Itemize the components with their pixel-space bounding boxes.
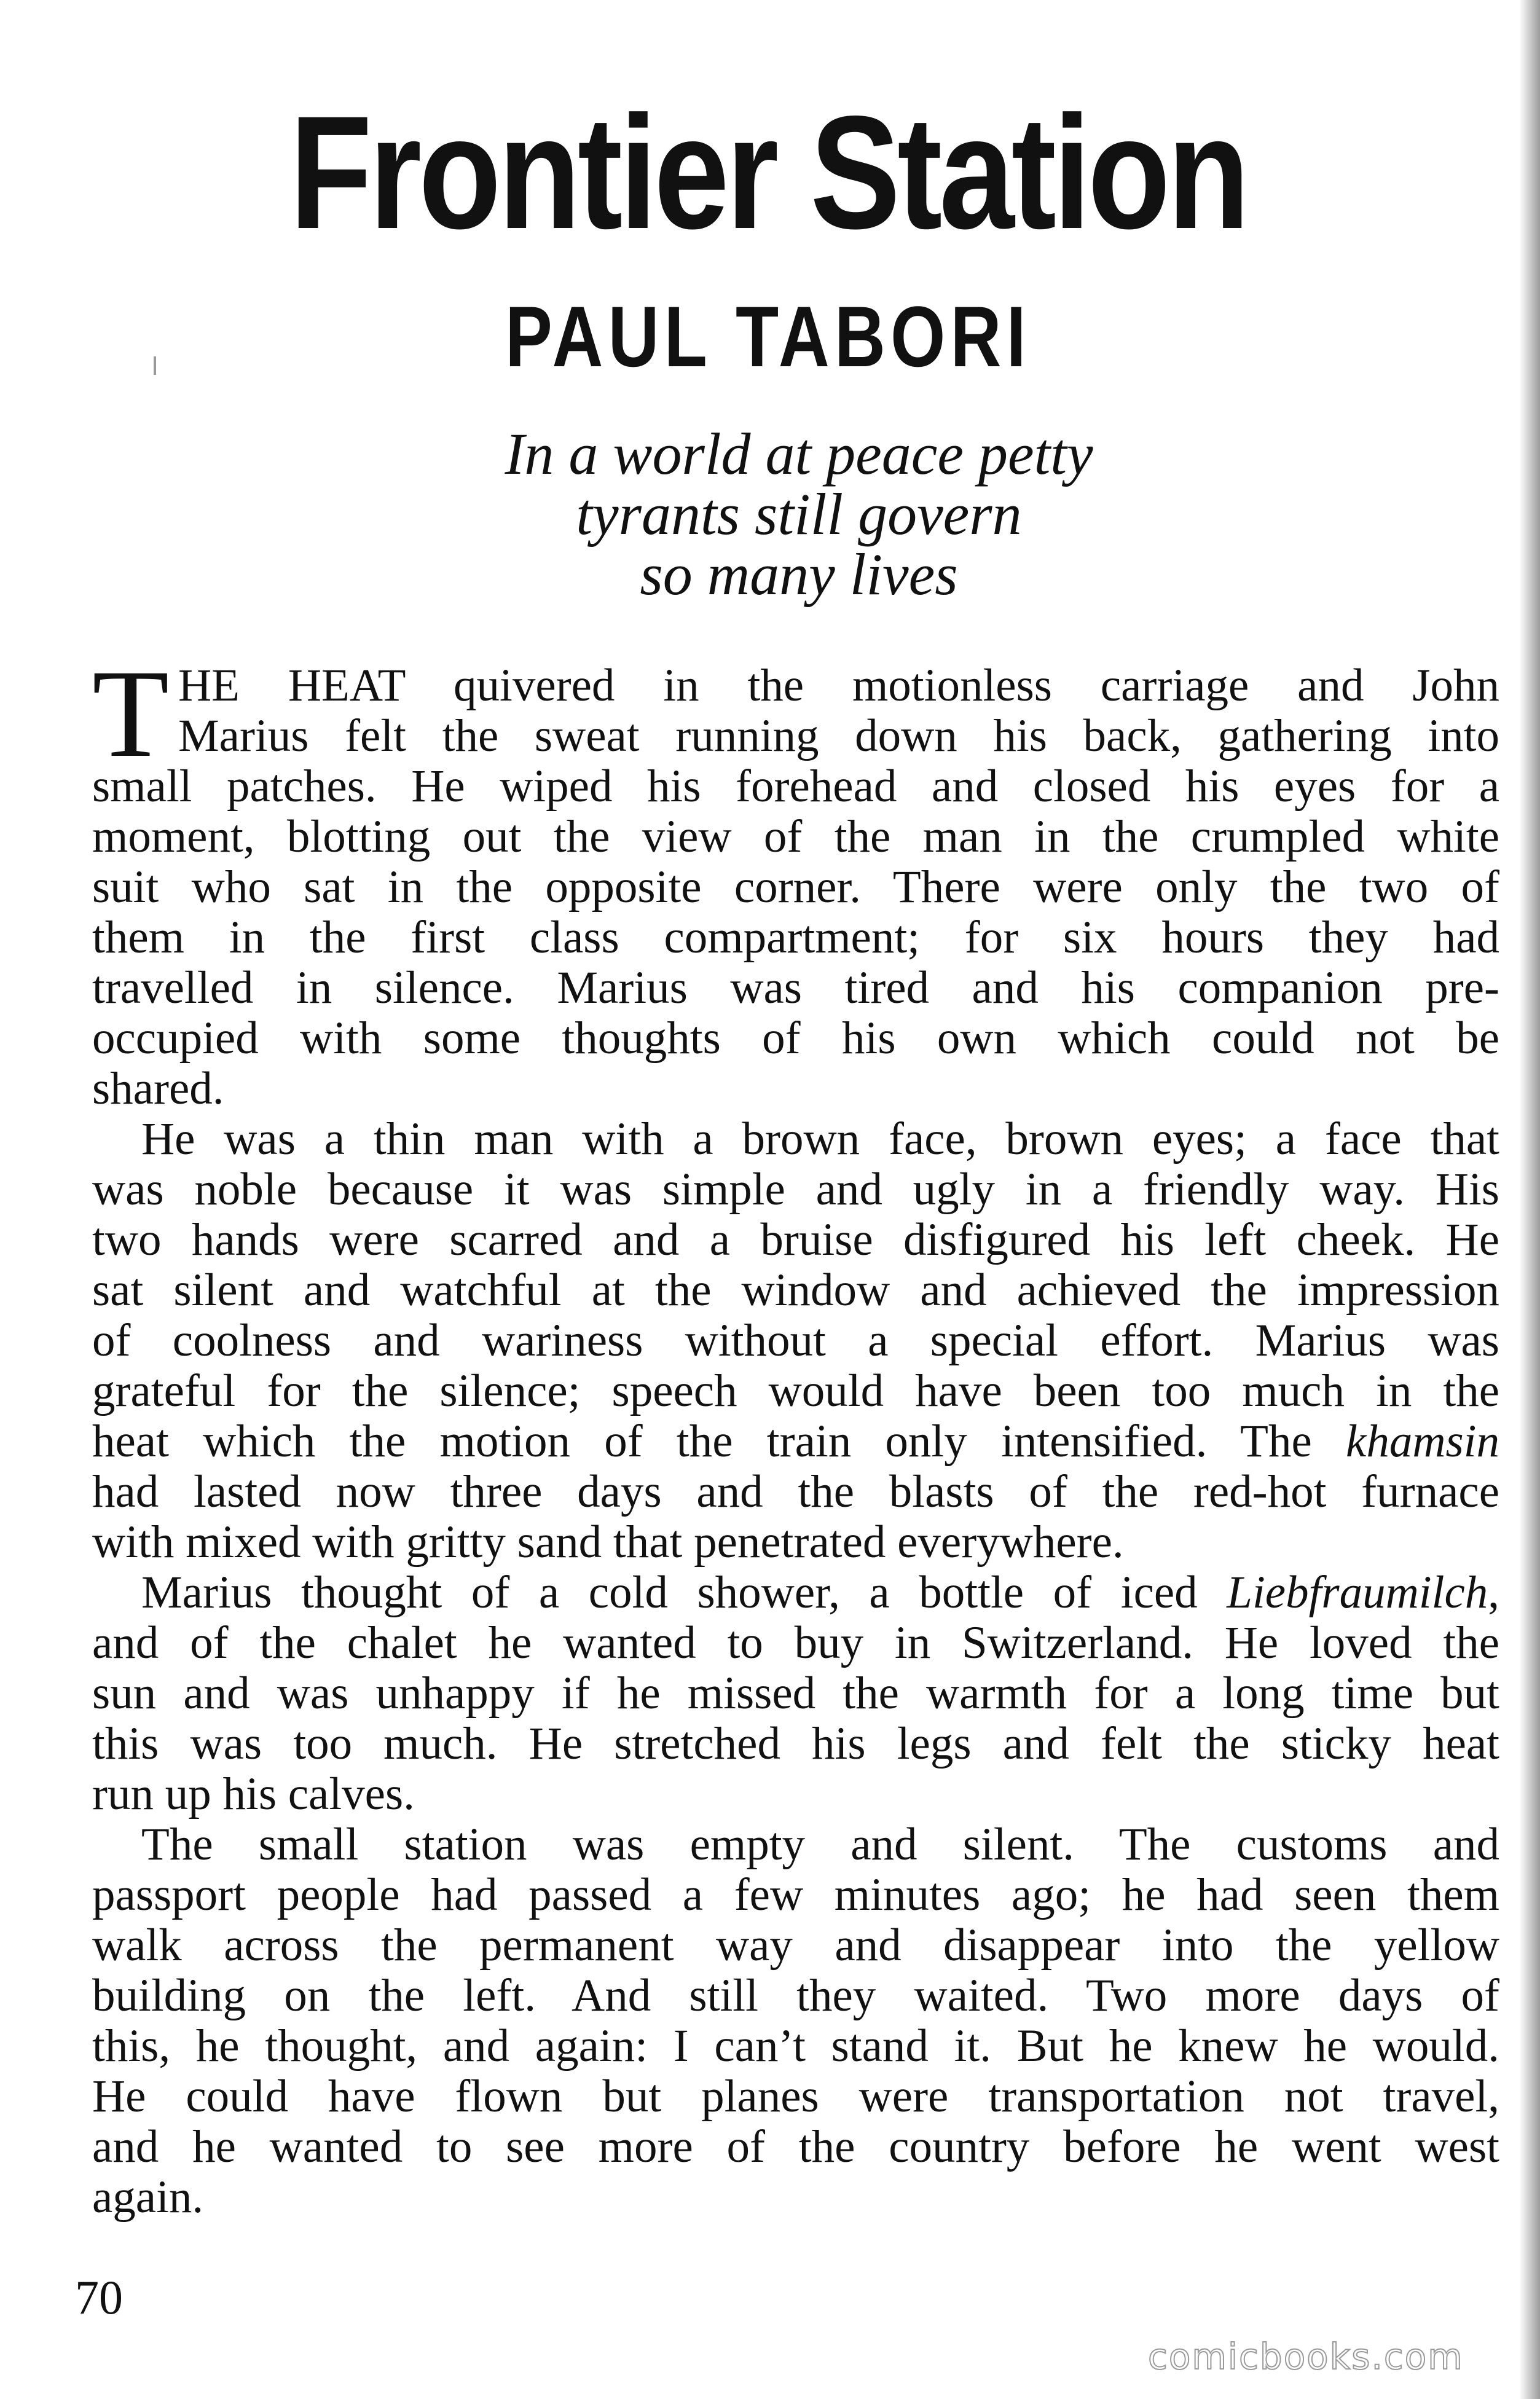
text-line: suit who sat in the opposite corner. There were only the two of bbox=[92, 862, 1499, 913]
text-line: building on the left. And still they waited. Two more days of bbox=[92, 1970, 1499, 2021]
text-line: The small station was empty and silent. The customs and bbox=[141, 1819, 1499, 1870]
text-line: passport people had passed a few minutes ago; he had seen them bbox=[92, 1869, 1499, 1920]
text-line: grateful for the silence; speech would have been too much in the bbox=[92, 1365, 1499, 1416]
text-line: Marius felt the sweat running down his back, gathering into bbox=[178, 710, 1499, 761]
article-body bbox=[92, 644, 1500, 2223]
text-line: sun and was unhappy if he missed the warmth for a long time but bbox=[92, 1668, 1499, 1719]
text-line: HE HEAT quivered in the motionless carriage and John bbox=[178, 660, 1499, 711]
story-title: Frontier Station bbox=[289, 82, 1247, 262]
story-blurb bbox=[307, 421, 1291, 607]
watermark-logo: comicbooks.com bbox=[1148, 2336, 1464, 2377]
text-segment: Marius thought of a cold shower, a bottle of iced bbox=[141, 1567, 1198, 1618]
text-line: with mixed with gritty sand that penetrated everywhere. bbox=[92, 1517, 1124, 1568]
drop-cap: T bbox=[92, 644, 170, 783]
text-line: small patches. He wiped his forehead and closed his eyes for a bbox=[92, 761, 1499, 812]
paragraph-1 bbox=[92, 644, 1499, 1114]
text-segment: heat which the motion of the train only intensified. The bbox=[92, 1416, 1312, 1467]
blurb-line: In a world at peace petty bbox=[505, 421, 1093, 487]
page-edge-shadow bbox=[1519, 0, 1540, 2399]
text-segment: , bbox=[1488, 1567, 1499, 1618]
text-line: and of the chalet he wanted to buy in Switzerland. He loved the bbox=[92, 1617, 1499, 1668]
paragraph-3 bbox=[92, 1568, 1499, 1820]
text-line: was noble because it was simple and ugly in a friendly way. His bbox=[92, 1164, 1499, 1215]
blurb-line: tyrants still govern bbox=[576, 481, 1022, 547]
text-line: He was a thin man with a brown face, brown eyes; a face that bbox=[141, 1113, 1499, 1164]
text-line bbox=[92, 1416, 1499, 1467]
text-line: travelled in silence. Marius was tired and his companion pre- bbox=[92, 962, 1499, 1013]
text-line: sat silent and watchful at the window and achieved the impression bbox=[92, 1265, 1499, 1316]
text-line: occupied with some thoughts of his own which could not be bbox=[92, 1013, 1499, 1064]
text-line: and he wanted to see more of the country before he went west bbox=[92, 2121, 1499, 2172]
page-number: 70 bbox=[75, 2271, 123, 2324]
italic-word: Liebfraumilch bbox=[1227, 1567, 1488, 1618]
paragraph-2 bbox=[92, 1114, 1499, 1568]
text-line: run up his calves. bbox=[92, 1769, 415, 1820]
text-line: of coolness and wariness without a special effort. Marius was bbox=[92, 1315, 1499, 1366]
author-byline: PAUL TABORI bbox=[505, 288, 1031, 385]
text-line: again. bbox=[92, 2172, 204, 2223]
text-line: moment, blotting out the view of the man in the crumpled white bbox=[92, 811, 1499, 862]
text-line: walk across the permanent way and disappear into the yellow bbox=[92, 1920, 1499, 1971]
text-line bbox=[92, 1568, 1499, 1618]
text-line: this, he thought, and again: I can’t stand it. But he knew he would. bbox=[92, 2020, 1499, 2071]
text-line: them in the first class compartment; for six hours they had bbox=[92, 912, 1499, 963]
text-line: shared. bbox=[92, 1063, 224, 1114]
text-line: this was too much. He stretched his legs and felt the sticky heat bbox=[92, 1718, 1499, 1769]
blurb-line: so many lives bbox=[640, 541, 958, 607]
text-line: He could have flown but planes were transportation not travel, bbox=[92, 2071, 1499, 2122]
italic-word: khamsin bbox=[1346, 1416, 1500, 1467]
paragraph-4 bbox=[92, 1820, 1499, 2223]
text-line: had lasted now three days and the blasts of the red-hot furnace bbox=[92, 1466, 1499, 1517]
text-line: two hands were scarred and a bruise disfigured his left cheek. He bbox=[92, 1214, 1499, 1265]
